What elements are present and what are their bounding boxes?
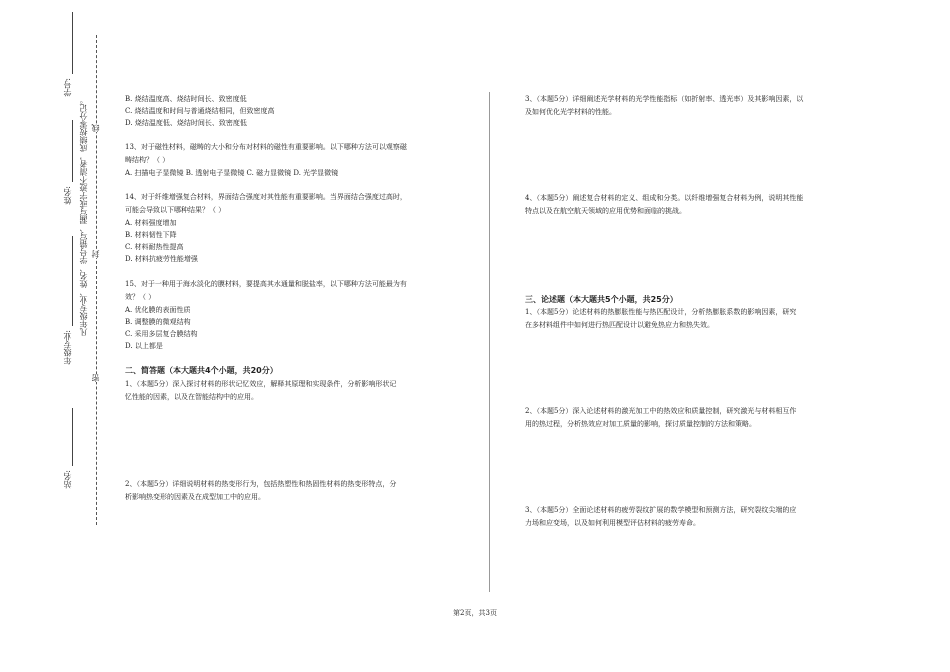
seal-feng: 封 — [91, 250, 100, 258]
binding-notice: 凡年级专业、姓名、学号错写、漏写或字迹不清者，成绩按零分记。 — [79, 96, 88, 336]
q15-stem-1: 15、对于一种用于海水淡化的膜材料，要提高其水通量和脱盐率，以下哪种方法可能最为有 — [125, 280, 407, 288]
column-divider — [489, 92, 490, 592]
q14-stem-1: 14、对于纤维增强复合材料，界面结合强度对其性能有重要影响。当界面结合强度过高时， — [125, 193, 407, 201]
q14-stem-2: 可能会导致以下哪种结果？（ ） — [125, 206, 226, 214]
q15-option-d: D. 以上都是 — [125, 342, 163, 350]
q15-stem-2: 效？（ ） — [125, 293, 156, 301]
q13-stem-2: 畴结构？（ ） — [125, 156, 170, 164]
s2q4-line-2: 特点以及在航空航天领域的应用优势和面临的挑战。 — [525, 207, 686, 215]
s2q2-line-2: 析影响热变形的因素及在成型加工中的应用。 — [125, 493, 265, 501]
q15-option-c: C. 采用多层复合膜结构 — [125, 330, 198, 338]
q14-option-a: A. 材料强度增加 — [125, 219, 177, 227]
s3q3-line-1: 3、（本题5分）全面论述材料的疲劳裂纹扩展的数学模型和预测方法，研究裂纹尖端的应 — [525, 506, 797, 514]
s3q1-line-1: 1、（本题5分）论述材料的热膨胀性能与热匹配设计，分析热膨胀系数的影响因素，研究 — [525, 308, 797, 316]
section2-title: 二、简答题（本大题共4个小题，共20分） — [125, 366, 278, 375]
section3-title: 三、论述题（本大题共5个小题，共25分） — [525, 295, 678, 304]
site-label: 站名: — [63, 470, 72, 489]
student-id-underline — [72, 12, 73, 74]
s2q1-line-2: 忆性能的因素，以及在智能结构中的应用。 — [125, 393, 258, 401]
major-label: 年级专业: — [63, 330, 72, 365]
q14-option-d: D. 材料抗疲劳性能增强 — [125, 255, 198, 263]
seal-xian: 线 — [91, 124, 100, 132]
q13-stem-1: 13、对于磁性材料，磁畴的大小和分布对材料的磁性有重要影响。以下哪种方法可以观察磁 — [125, 143, 407, 151]
name-label: 姓名: — [63, 186, 72, 205]
s2q4-line-1: 4、（本题5分）阐述复合材料的定义、组成和分类。以纤维增强复合材料为例，说明其性能 — [525, 194, 804, 202]
s2q3-line-2: 及如何优化光学材料的性能。 — [525, 108, 616, 116]
q15-option-b: B. 调整膜的微观结构 — [125, 318, 191, 326]
site-underline — [72, 408, 73, 466]
q13-options: A. 扫描电子显微镜 B. 透射电子显微镜 C. 磁力显微镜 D. 光学显微镜 — [125, 169, 339, 177]
s2q3-line-1: 3、（本题5分）详细阐述光学材料的光学性能指标（如折射率、透光率）及其影响因素，以 — [525, 95, 804, 103]
student-id-label: 学号: — [63, 78, 72, 97]
name-underline — [72, 120, 73, 182]
q12-option-c: C. 烧结温度和时间与普通烧结相同，但致密度高 — [125, 107, 275, 115]
page-footer: 第2页，共3页 — [453, 609, 497, 617]
binding-dashed-line — [96, 35, 97, 525]
s3q3-line-2: 力场和应变场，以及如何利用模型评估材料的疲劳寿命。 — [525, 519, 700, 527]
q14-option-c: C. 材料耐热性提高 — [125, 243, 184, 251]
q12-option-d: D. 烧结温度低、烧结时间长、致密度低 — [125, 119, 247, 127]
seal-mi: 密 — [91, 374, 100, 382]
q15-option-a: A. 优化膜的表面性质 — [125, 306, 191, 314]
s3q2-line-1: 2、（本题5分）深入论述材料的激光加工中的热效应和质量控制，研究激光与材料相互作 — [525, 407, 797, 415]
s3q1-line-2: 在多材料组件中如何进行热匹配设计以避免热应力和热失效。 — [525, 321, 714, 329]
q12-option-b: B. 烧结温度高、烧结时间长、致密度低 — [125, 95, 247, 103]
s3q2-line-2: 用的热过程，分析热效应对加工质量的影响，探讨质量控制的方法和策略。 — [525, 420, 756, 428]
s2q1-line-1: 1、（本题5分）深入探讨材料的形状记忆效应，解释其原理和实现条件，分析影响形状记 — [125, 380, 397, 388]
s2q2-line-1: 2、（本题5分）详细说明材料的热变形行为，包括热塑性和热固性材料的热变形特点，分 — [125, 480, 397, 488]
major-underline — [72, 236, 73, 326]
q14-option-b: B. 材料韧性下降 — [125, 231, 177, 239]
